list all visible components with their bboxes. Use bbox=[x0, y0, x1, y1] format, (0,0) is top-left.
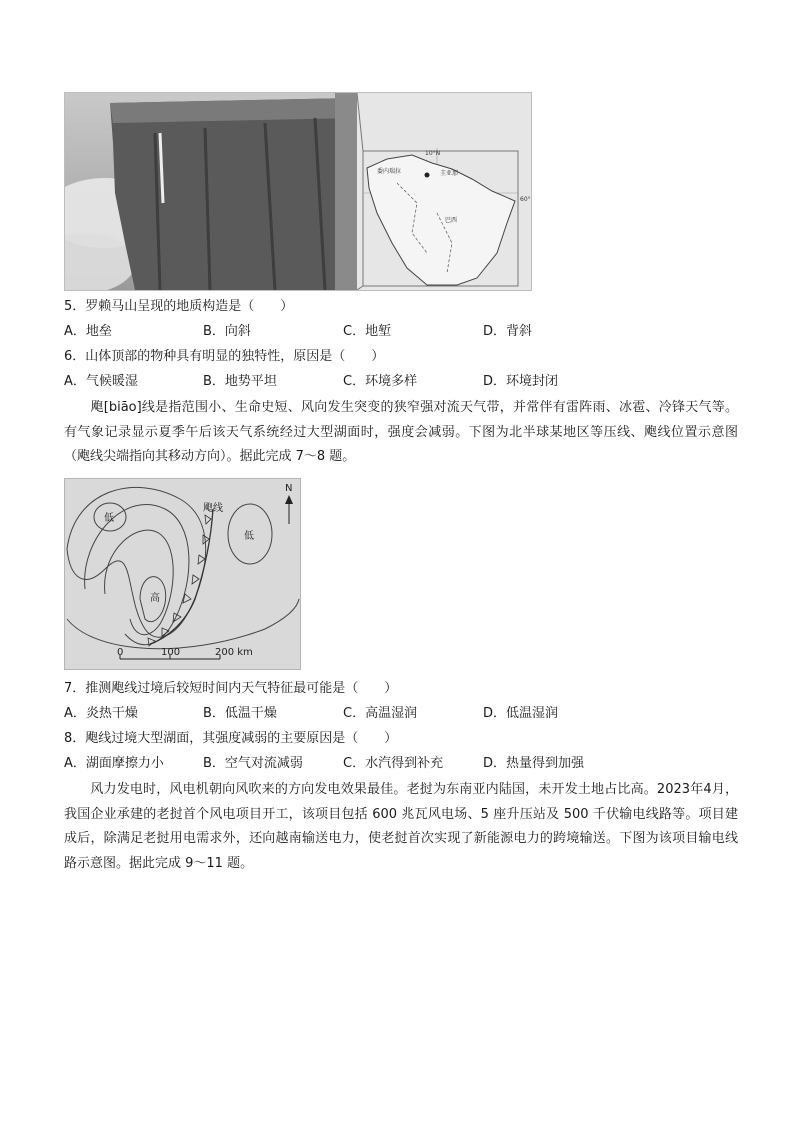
question-5-option[interactable]: D．背斜 bbox=[483, 324, 533, 339]
scale-tick-label: 0 bbox=[117, 647, 124, 658]
isobar-map bbox=[65, 479, 300, 669]
high-pressure-label: 高 bbox=[150, 593, 160, 604]
squall-line-label: 飑线 bbox=[203, 503, 223, 514]
question-8-stem: 8．飑线过境大型湖面，其强度减弱的主要原因是（ ） bbox=[64, 731, 398, 746]
question-8-option[interactable]: C．水汽得到补充 bbox=[343, 756, 444, 771]
map-region-label: 圭亚那 bbox=[440, 170, 459, 177]
scale-tick-label: 200 km bbox=[215, 647, 253, 658]
north-arrow-label: N bbox=[285, 483, 293, 494]
question-7-option[interactable]: C．高温湿润 bbox=[343, 706, 418, 721]
question-6-option[interactable]: B．地势平坦 bbox=[203, 374, 277, 389]
scale-tick-label: 100 bbox=[161, 647, 181, 658]
question-8-option[interactable]: A．湖面摩擦力小 bbox=[64, 756, 164, 771]
question-8-option[interactable]: D．热量得到加强 bbox=[483, 756, 585, 771]
roraima-mountain-photo bbox=[65, 93, 357, 290]
question-5-option[interactable]: C．地堑 bbox=[343, 324, 392, 339]
question-6-option[interactable]: A．气候暖湿 bbox=[64, 374, 138, 389]
squall-line-passage: 飑[biāo]线是指范围小、生命史短、风向发生突变的狭窄强对流天气带，并常伴有雷阵雨、冰雹、冷锋天气等。有气象记录显示夏季午后该天气系统经过大型湖面时，强度会减弱。下图为北半球某地区等压线、飑线位置示意图（飑线尖端指向其移动方向）。据此完成 7～8 题。 bbox=[64, 400, 738, 464]
roraima-figure bbox=[64, 92, 532, 291]
question-5-option[interactable]: B．向斜 bbox=[203, 324, 251, 339]
question-7-option[interactable]: D．低温湿润 bbox=[483, 706, 559, 721]
question-6-stem: 6．山体顶部的物种具有明显的独特性，原因是（ ） bbox=[64, 349, 385, 364]
south-america-map bbox=[357, 93, 531, 290]
map-latitude-label: 10°N bbox=[425, 150, 441, 157]
isobar-squall-diagram bbox=[64, 478, 301, 670]
question-6-option[interactable]: D．环境封闭 bbox=[483, 374, 559, 389]
low-pressure-label: 低 bbox=[244, 531, 254, 542]
map-region-label: 巴西 bbox=[445, 217, 458, 224]
question-7-stem: 7．推测飑线过境后较短时间内天气特征最可能是（ ） bbox=[64, 681, 398, 696]
question-7-option[interactable]: A．炎热干燥 bbox=[64, 706, 138, 721]
map-region-label: 委内瑞拉 bbox=[377, 168, 402, 175]
map-longitude-label: 60° bbox=[520, 196, 531, 203]
question-6-option[interactable]: C．环境多样 bbox=[343, 374, 418, 389]
question-5-stem: 5．罗赖马山呈现的地质构造是（ ） bbox=[64, 299, 294, 314]
question-7-option[interactable]: B．低温干燥 bbox=[203, 706, 277, 721]
question-8-option[interactable]: B．空气对流减弱 bbox=[203, 756, 303, 771]
question-5-option[interactable]: A．地垒 bbox=[64, 324, 112, 339]
wind-power-passage: 风力发电时，风电机朝向风吹来的方向发电效果最佳。老挝为东南亚内陆国，未开发土地占比高。2023年4月，我国企业承建的老挝首个风电项目开工，该项目包括 600 兆瓦风电场、5 座升压站及 500 千伏输电线路等。项目建成后，除满足老挝用电需求外，还向越南输送电力，使老挝首次实现了新能源电力的跨境输送。下图为该项目输电线路示意图。据此完成 9～11 题。 bbox=[64, 782, 738, 871]
low-pressure-label: 低 bbox=[104, 513, 114, 524]
